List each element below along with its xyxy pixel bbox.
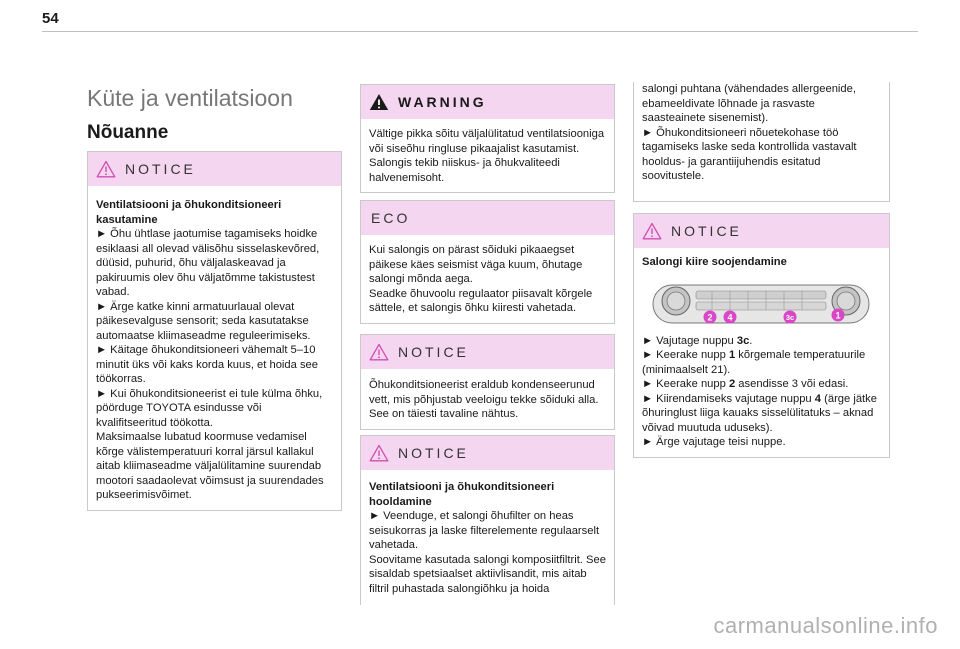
notice-body <box>361 470 614 603</box>
notice-title: Salongi kiire soojendamine <box>642 256 787 268</box>
top-divider <box>42 31 918 32</box>
eco-header <box>361 201 614 235</box>
notice-body <box>361 369 614 429</box>
notice-box-ventilation-use <box>87 151 342 511</box>
notice-body <box>88 186 341 510</box>
notice-line: ► Kui õhukonditsioneerist ei tule külma õhku, pöörduge TOYOTA esindusse või kvalifitseeritud töökotta. <box>96 387 323 429</box>
callout-1 <box>832 308 845 321</box>
footer-watermark: carmanualsonline.info <box>713 613 938 638</box>
notice-box-quick-heating <box>633 213 890 458</box>
callout-label: 2 <box>707 312 713 322</box>
notice-warning-triangle-icon <box>369 444 389 462</box>
callout-3c <box>784 310 797 323</box>
warning-triangle-icon <box>369 93 389 111</box>
notice-line: ► Käitage õhukonditsioneeri vähemalt 5–10 minutit üks või kaks korda kuus, et hoida see töökorras. <box>96 344 318 385</box>
notice-body <box>634 248 889 457</box>
notice-warning-triangle-icon <box>369 343 389 361</box>
warning-label: WARNING <box>398 94 487 110</box>
step-line: ► Kiirendamiseks vajutage nuppu 4 (ärge jätke õhuringlust liiga kauaks sisselülitatuks – aknad võivad muutuda uduseks). <box>642 392 877 434</box>
callout-4 <box>724 310 737 323</box>
notice-label: NOTICE <box>398 344 469 360</box>
eco-line: Kui salongis on pärast sõiduki pikaaegset päikese käes seismist väga kuum, õhutage salongi mõnda aega. <box>369 244 583 285</box>
notice-header <box>361 335 614 369</box>
notice-label: NOTICE <box>398 445 469 461</box>
notice-label: NOTICE <box>671 223 742 239</box>
callout-label: 1 <box>835 310 841 320</box>
eco-box <box>360 200 615 324</box>
notice-box-maintenance <box>360 435 615 605</box>
continuation-line: salongi puhtana (vähendades allergeenide, ebameeldivate lõhnade ja rasvaste saasteainete sisenemist). <box>642 83 856 124</box>
climate-control-panel-illustration <box>652 282 870 326</box>
page-number: 54 <box>42 10 59 27</box>
notice-warning-triangle-icon <box>642 222 662 240</box>
eco-label: ECO <box>371 210 411 226</box>
callout-label: 3c <box>785 312 795 322</box>
callout-label: 4 <box>727 312 733 322</box>
notice-warning-triangle-icon <box>96 160 116 178</box>
notice-box-condensation <box>360 334 615 430</box>
notice-line: Soovitame kasutada salongi komposiitfiltrit. See sisaldab spetsiaalset aktiivlisandit, mis aitab filtril puhastada salongiõhku ja hoida <box>369 553 606 595</box>
warning-line: Vältige pikka sõitu väljalülitatud ventilatsiooniga või siseõhu ringluse pikaajalist kasutamist. Salongis tekib niiskus- ja õhukvaliteedi halvenemisoht. <box>369 128 605 184</box>
subsection-title: Nõuanne <box>87 122 169 143</box>
warning-box-ventilation <box>360 84 615 193</box>
step-line: ► Keerake nupp 2 asendisse 3 või edasi. <box>642 378 849 390</box>
notice-header <box>88 152 341 186</box>
continuation-line: ► Õhukonditsioneeri nõuetekohase töö tagamiseks laske seda kontrollida vastavalt hooldus- ja garantiijuhendis esitatud soovitustele. <box>642 126 857 182</box>
notice-title: Ventilatsiooni ja õhukonditsioneeri hooldamine <box>369 481 555 508</box>
climate-panel-drawing <box>652 282 870 326</box>
notice-line: ► Veenduge, et salongi õhufilter on heas seisukorras ja laske filterelemente regulaarselt vahetada. <box>369 510 600 551</box>
step-line: ► Vajutage nuppu 3c. <box>642 334 753 347</box>
section-title: Küte ja ventilatsioon <box>87 85 293 111</box>
notice-header <box>361 436 614 470</box>
step-line: ► Keerake nupp 1 kõrgemale temperatuurile (minimaalselt 21). <box>642 349 866 376</box>
notice-line: ► Ärge katke kinni armatuurlaual olevat päikesevalguse sensorit; seda kasutatakse automaatse kliimaseadme reguleerimiseks. <box>96 300 311 342</box>
notice-box-maintenance-continued <box>633 82 890 202</box>
notice-line: ► Õhu ühtlase jaotumise tagamiseks hoidke esiklaasi all olevad välisõhu sisselaskevõred, düüsid, puhurid, õhu väljalaskeavad ja pakiruumis olev õhu väljatõmme takistustest vabad. <box>96 228 320 298</box>
eco-line: Seadke õhuvoolu regulaator piisavalt kõrgele sättele, et salongis õhku kiiresti vahetada. <box>369 287 593 314</box>
eco-body <box>361 235 614 323</box>
notice-line: Maksimaalse lubatud koormuse vedamisel kõrge välistemperatuuri korral järsul kallakul aitab kliimaseadme väljalülitamine suurendab mootori saadaolevat võimsust ja suurendades pukseerimisvõimet. <box>96 431 324 501</box>
notice-line: Õhukonditsioneerist eraldub kondenseerunud vett, mis põhjustab veeloigu tekke sõiduki alla. See on täiesti tavaline nähtus. <box>369 379 599 420</box>
warning-header <box>361 85 614 119</box>
continuation-body <box>634 82 889 191</box>
notice-header <box>634 214 889 248</box>
step-line: ► Ärge vajutage teisi nuppe. <box>642 436 786 448</box>
warning-body <box>361 119 614 192</box>
notice-title: Ventilatsiooni ja õhukonditsioneeri kasutamine <box>96 199 282 226</box>
callout-2 <box>704 310 717 323</box>
notice-label: NOTICE <box>125 161 196 177</box>
